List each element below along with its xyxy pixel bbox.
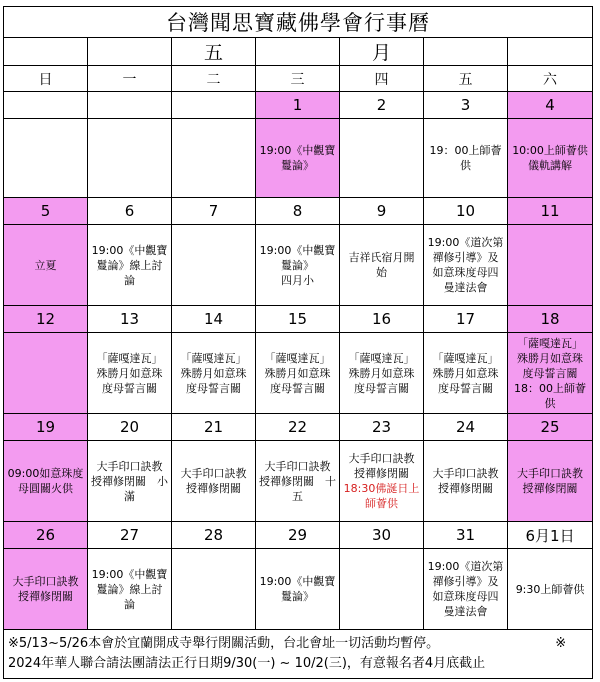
event-line: 論	[124, 273, 135, 287]
day-events	[340, 225, 424, 306]
event-line: 19:00《中觀寶	[259, 243, 336, 257]
day-events	[508, 333, 593, 414]
day-events	[340, 333, 424, 414]
day-events	[88, 333, 172, 414]
day-number: 26	[4, 522, 88, 549]
event-line: 「薩嘎達瓦」	[348, 351, 415, 365]
week-event-row	[4, 333, 593, 414]
weekday-tue: 二	[172, 66, 256, 92]
day-events	[256, 333, 340, 414]
note-line-1	[8, 634, 588, 654]
day-events	[340, 441, 424, 522]
event-line: 大手印口訣教	[180, 467, 247, 480]
day-number: 7	[172, 198, 256, 225]
event-line: 大手印口訣教	[348, 452, 415, 465]
event-line: 授禪修閉關	[438, 482, 493, 495]
day-number: 17	[424, 306, 508, 333]
event-line: 度母誓言關	[102, 381, 157, 395]
event-line: 「薩嘎達瓦」	[432, 351, 499, 365]
event-line: 大手印口訣教	[432, 467, 499, 480]
day-events	[88, 225, 172, 306]
note-line-1-text: ※5/13~5/26本會於宜蘭開成寺舉行閉關活動，台北會址一切活動均暫停。	[8, 636, 440, 651]
day-events	[508, 119, 593, 198]
day-events	[88, 441, 172, 522]
event-line: 18：00上師薈	[514, 381, 587, 395]
week-event-row	[4, 441, 593, 522]
event-line: 授禪修閉關	[186, 482, 241, 495]
event-line: 禪修引導》及	[432, 575, 499, 588]
day-number: 21	[172, 414, 256, 441]
week-number-row	[4, 198, 593, 225]
day-number	[88, 92, 172, 119]
weekday-wed: 三	[256, 66, 340, 92]
event-line: 殊勝月如意珠	[348, 366, 415, 380]
event-line: 吉祥氏宿月開	[348, 251, 415, 264]
weekday-sun: 日	[4, 66, 88, 92]
day-number: 20	[88, 414, 172, 441]
day-events	[4, 549, 88, 630]
event-line: 滿	[124, 489, 135, 503]
day-number: 29	[256, 522, 340, 549]
day-events	[424, 119, 508, 198]
event-line: 度母誓言關	[522, 366, 578, 380]
event-line: 殊勝月如意珠	[517, 351, 584, 365]
day-number: 3	[424, 92, 508, 119]
event-line: 大手印口訣教	[264, 459, 331, 473]
event-line: 授禪修閉關 小	[91, 474, 168, 488]
event-line: 19:00《道次第	[427, 560, 504, 573]
day-events	[4, 333, 88, 414]
day-number: 12	[4, 306, 88, 333]
day-number	[172, 92, 256, 119]
event-line: 供	[460, 159, 471, 172]
day-events	[256, 225, 340, 306]
event-line: 9:30上師薈供	[515, 582, 585, 596]
day-events	[172, 441, 256, 522]
event-line: 授禪修閉關	[18, 590, 73, 603]
event-line: 「薩嘎達瓦」	[517, 336, 584, 350]
event-line: 度母誓言關	[270, 381, 325, 395]
day-number: 2	[340, 92, 424, 119]
day-number: 6	[88, 198, 172, 225]
day-events	[256, 119, 340, 198]
day-number: 14	[172, 306, 256, 333]
day-number: 9	[340, 198, 424, 225]
month-label-left: 五	[172, 38, 256, 66]
week-number-row	[4, 306, 593, 333]
month-label-right: 月	[340, 38, 424, 66]
day-events	[172, 333, 256, 414]
day-events	[424, 333, 508, 414]
event-line: 儀軌講解	[528, 159, 573, 172]
day-events	[172, 549, 256, 630]
event-line: 五	[292, 489, 303, 503]
event-line: 殊勝月如意珠	[180, 366, 247, 380]
week-event-row	[4, 119, 593, 198]
event-line: 授禪修閉關 十	[259, 474, 336, 488]
day-events	[4, 441, 88, 522]
event-line: 如意珠度母四	[432, 266, 499, 279]
event-line: 立夏	[34, 258, 57, 272]
event-line: 「薩嘎達瓦」	[96, 351, 163, 365]
event-line: 授禪修閉關	[354, 467, 409, 480]
calendar-table	[3, 6, 593, 679]
event-line: 19:00《中觀寶	[91, 243, 168, 257]
event-line-highlight: 師薈供	[365, 497, 398, 510]
day-events	[508, 225, 593, 306]
event-line-highlight: 18:30佛誕日上	[343, 482, 420, 495]
week-event-row	[4, 549, 593, 630]
event-line: 鬘論》	[281, 159, 314, 172]
event-line: 鬘論》	[281, 258, 314, 272]
event-line: 19:00《中觀寶	[259, 575, 336, 588]
event-line: 19:00《中觀寶	[259, 144, 336, 157]
event-line: 鬘論》	[281, 590, 314, 603]
event-line: 大手印口訣教	[12, 575, 79, 588]
day-number: 8	[256, 198, 340, 225]
week-number-row	[4, 92, 593, 119]
day-number: 19	[4, 414, 88, 441]
event-line: 供	[544, 396, 556, 410]
weekday-mon: 一	[88, 66, 172, 92]
day-number: 13	[88, 306, 172, 333]
event-line: 曼達法會	[443, 281, 488, 294]
calendar-title: 台灣聞思寶藏佛學會行事曆	[4, 7, 593, 38]
day-number: 10	[424, 198, 508, 225]
day-events	[4, 225, 88, 306]
day-number: 25	[508, 414, 593, 441]
event-line: 論	[124, 597, 135, 611]
event-line: 如意珠度母四	[432, 590, 499, 603]
note-mark: ※	[555, 636, 567, 651]
day-events	[256, 549, 340, 630]
day-events	[424, 225, 508, 306]
day-number: 31	[424, 522, 508, 549]
notes-box	[4, 630, 593, 679]
event-line: 19:00《道次第	[427, 236, 504, 249]
event-line: 殊勝月如意珠	[264, 366, 331, 380]
day-number: 22	[256, 414, 340, 441]
event-line: 大手印口訣教	[96, 459, 163, 473]
week-number-row	[4, 522, 593, 549]
day-events	[508, 441, 593, 522]
weekday-thu: 四	[340, 66, 424, 92]
event-line: 曼達法會	[443, 605, 488, 618]
day-events	[88, 549, 172, 630]
day-number: 18	[508, 306, 593, 333]
day-number: 1	[256, 92, 340, 119]
day-events	[4, 119, 88, 198]
event-line: 授禪修閉關	[522, 482, 578, 495]
day-number: 28	[172, 522, 256, 549]
event-line: 殊勝月如意珠	[432, 366, 499, 380]
day-number: 27	[88, 522, 172, 549]
day-events	[424, 441, 508, 522]
weekday-sat: 六	[508, 66, 593, 92]
day-events	[508, 549, 593, 630]
day-number: 5	[4, 198, 88, 225]
event-line: 鬘論》線上討	[96, 582, 163, 596]
day-number: 23	[340, 414, 424, 441]
day-number: 6月1日	[508, 522, 593, 549]
event-line: 度母誓言關	[354, 381, 409, 395]
day-number: 4	[508, 92, 593, 119]
weekday-header-row	[4, 66, 593, 92]
event-line: 「薩嘎達瓦」	[180, 351, 247, 365]
day-number: 24	[424, 414, 508, 441]
event-line: 09:00如意珠度	[7, 467, 84, 480]
event-line: 禪修引導》及	[432, 251, 499, 264]
event-line: 「薩嘎達瓦」	[264, 351, 331, 365]
day-number: 16	[340, 306, 424, 333]
day-number: 11	[508, 198, 593, 225]
event-line: 殊勝月如意珠	[96, 366, 163, 380]
note-line-2: 2024年華人聯合請法團請法正行日期9/30(一) ~ 10/2(三)，有意報名者4月底截止	[8, 656, 486, 671]
weekday-fri: 五	[424, 66, 508, 92]
day-number	[4, 92, 88, 119]
day-events	[172, 119, 256, 198]
event-line: 19:00《中觀寶	[91, 567, 168, 581]
day-events	[424, 549, 508, 630]
day-number: 15	[256, 306, 340, 333]
event-line: 四月小	[281, 273, 314, 287]
day-events	[340, 119, 424, 198]
week-number-row	[4, 414, 593, 441]
event-line: 度母誓言關	[438, 381, 493, 395]
event-line: 鬘論》線上討	[96, 258, 163, 272]
day-number: 30	[340, 522, 424, 549]
event-line: 始	[376, 266, 387, 279]
day-events	[256, 441, 340, 522]
event-line: 母圓關火供	[18, 482, 73, 495]
day-events	[340, 549, 424, 630]
event-line: 10:00上師薈供	[512, 144, 588, 157]
week-event-row	[4, 225, 593, 306]
event-line: 19：00上師薈	[429, 144, 502, 157]
event-line: 度母誓言關	[186, 381, 241, 395]
day-events	[88, 119, 172, 198]
event-line: 大手印口訣教	[517, 467, 584, 480]
day-events	[172, 225, 256, 306]
